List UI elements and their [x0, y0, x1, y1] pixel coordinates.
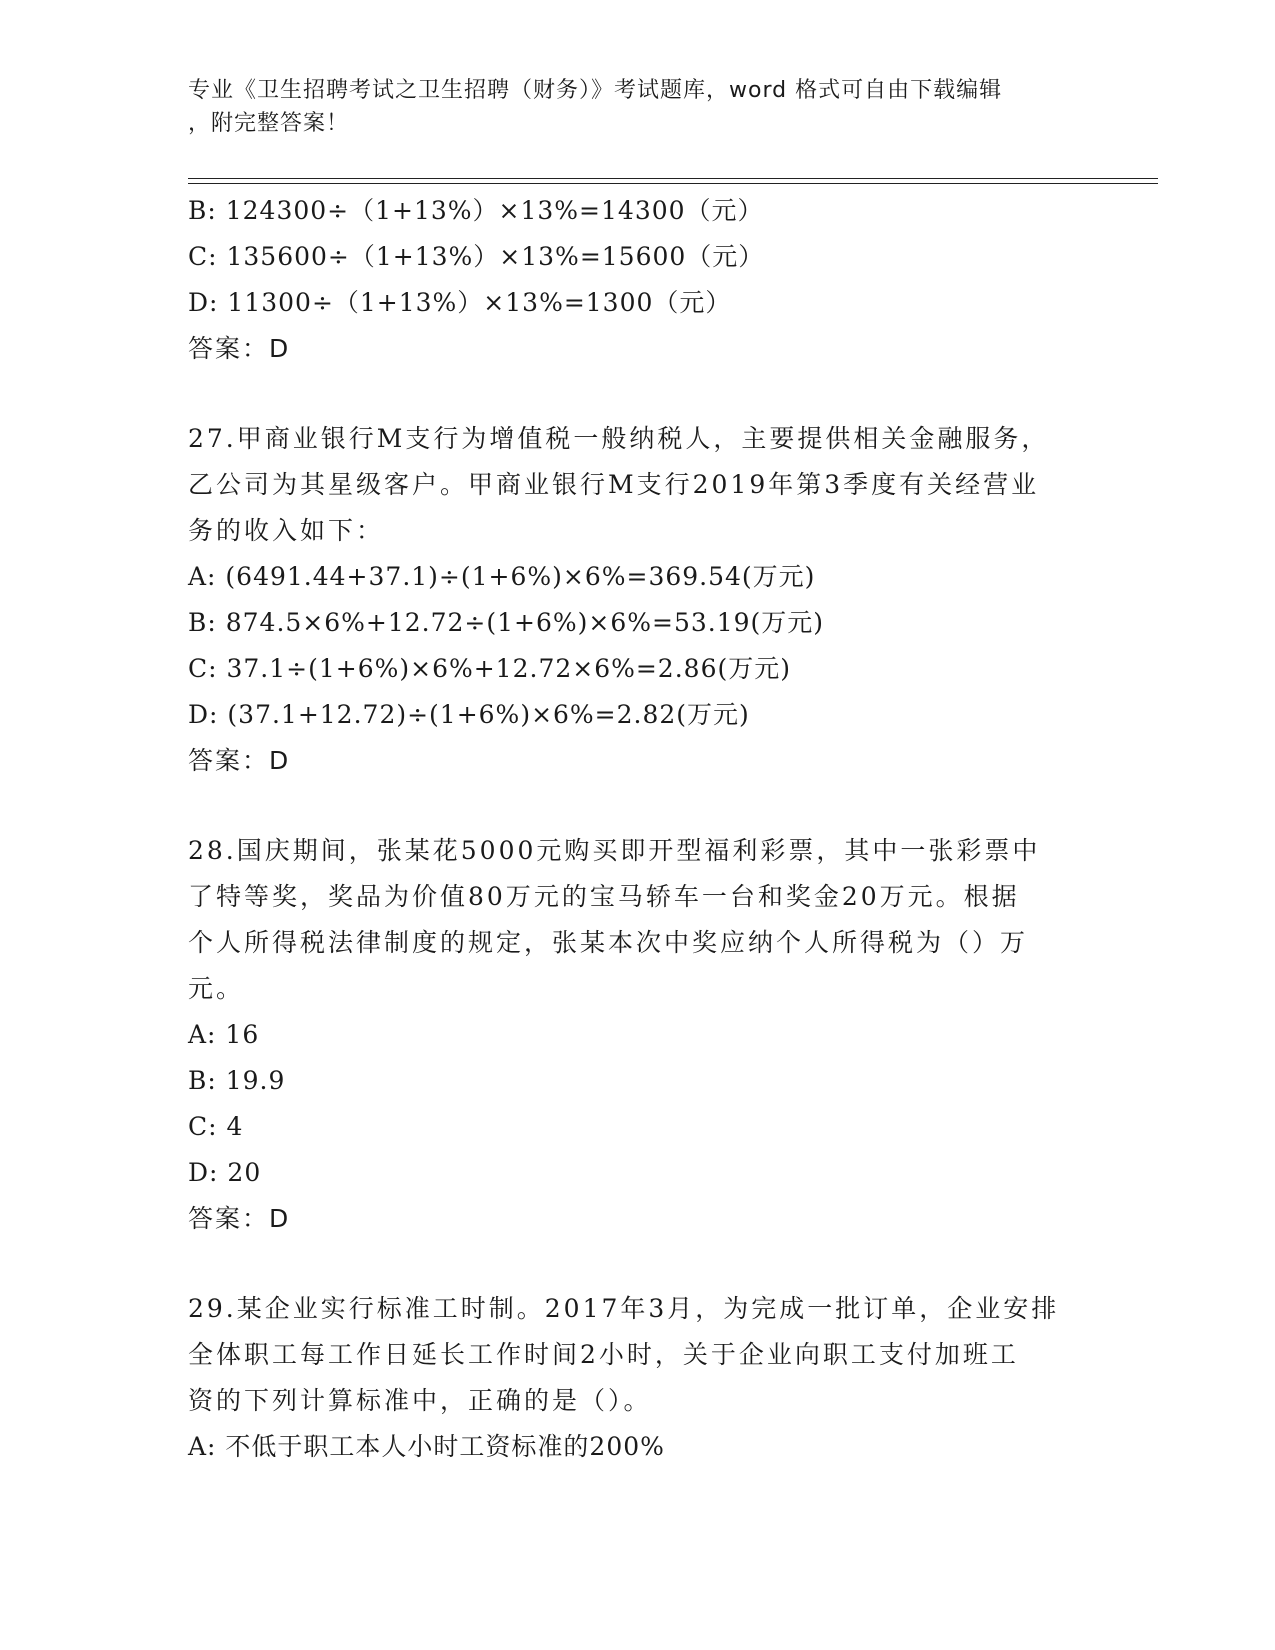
option-d: D: 11300÷（1+13%）×13%=1300（元） [188, 288, 732, 317]
document-header [188, 74, 1088, 140]
question-line: 29.某企业实行标准工时制。2017年3月，为完成一批订单，企业安排 [188, 1294, 1060, 1323]
option-c: C: 135600÷（1+13%）×13%=15600（元） [188, 242, 765, 271]
question-line: 元。 [188, 974, 245, 1003]
header-rule-top [188, 178, 1158, 179]
spacer [188, 372, 1088, 416]
question-line: 个人所得税法律制度的规定，张某本次中奖应纳个人所得税为（）万 [188, 928, 1029, 957]
question-29 [188, 1286, 1088, 1470]
question-28 [188, 828, 1088, 1242]
document-body [188, 188, 1088, 1470]
spacer [188, 784, 1088, 828]
question-line: 全体职工每工作日延长工作时间2小时，关于企业向职工支付加班工 [188, 1340, 1019, 1369]
header-line-1: 专业《卫生招聘考试之卫生招聘（财务）》考试题库，word 格式可自由下载编辑 [188, 78, 1003, 103]
question-text [188, 1286, 1088, 1424]
option-a: A: 16 [188, 1020, 260, 1049]
question-line: 28.国庆期间，张某花5000元购买即开型福利彩票，其中一张彩票中 [188, 836, 1041, 865]
header-line-2: ，附完整答案！ [188, 111, 350, 136]
option-b: B: 124300÷（1+13%）×13%=14300（元） [188, 196, 764, 225]
header-rule-bottom [188, 183, 1158, 184]
spacer [188, 1242, 1088, 1286]
option-a: A: 不低于职工本人小时工资标准的200% [188, 1432, 665, 1461]
option-b: B: 874.5×6%+12.72÷(1+6%)×6%=53.19(万元) [188, 608, 825, 637]
question-line: 乙公司为其星级客户。甲商业银行M支行2019年第3季度有关经营业 [188, 470, 1040, 499]
question-line: 了特等奖，奖品为价值80万元的宝马轿车一台和奖金20万元。根据 [188, 882, 1020, 911]
answer-line: 答案：D [188, 1204, 291, 1233]
option-c: C: 37.1÷(1+6%)×6%+12.72×6%=2.86(万元) [188, 654, 791, 683]
option-d: D: 20 [188, 1158, 262, 1187]
question-line: 27.甲商业银行M支行为增值税一般纳税人，主要提供相关金融服务， [188, 424, 1050, 453]
question-27 [188, 416, 1088, 784]
question-text [188, 416, 1088, 554]
option-d: D: (37.1+12.72)÷(1+6%)×6%=2.82(万元) [188, 700, 750, 729]
question-line: 资的下列计算标准中，正确的是（）。 [188, 1386, 652, 1415]
answer-line: 答案：D [188, 746, 291, 775]
question-26-tail [188, 188, 1088, 372]
option-a: A: (6491.44+37.1)÷(1+6%)×6%=369.54(万元) [188, 562, 816, 591]
option-c: C: 4 [188, 1112, 244, 1141]
answer-line: 答案：D [188, 334, 291, 363]
question-line: 务的收入如下： [188, 516, 385, 545]
question-text [188, 828, 1088, 1012]
option-b: B: 19.9 [188, 1066, 286, 1095]
